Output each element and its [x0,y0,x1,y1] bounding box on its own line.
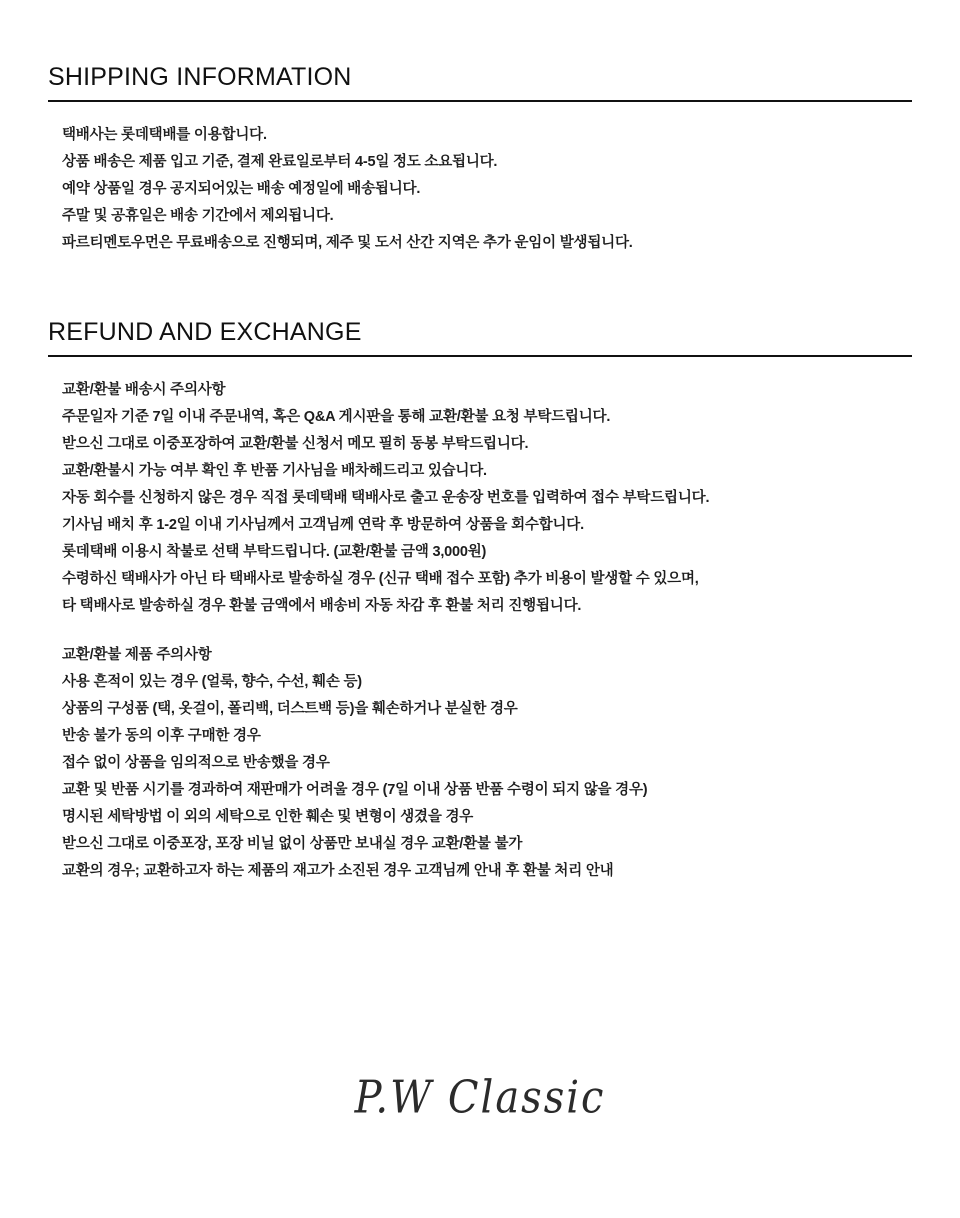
shipping-line: 택배사는 롯데택배를 이용합니다. [62,127,267,143]
refund-exchange-section [0,257,960,885]
refund-note-line: 주문일자 기준 7일 이내 주문내역, 혹은 Q&A 게시판을 통해 교환/환불 요청 부탁드립니다. [62,409,611,425]
shipping-line: 주말 및 공휴일은 배송 기간에서 제외됩니다. [62,208,334,224]
product-note-line: 교환/환불 제품 주의사항 [62,647,212,663]
product-note-line: 접수 없이 상품을 임의적으로 반송했을 경우 [62,755,330,771]
refund-exchange-title: REFUND AND EXCHANGE [48,318,362,346]
refund-title-divider [48,355,912,357]
shipping-information-body [62,122,960,257]
product-note-line: 받으신 그대로 이중포장, 포장 비닐 없이 상품만 보내실 경우 교환/환불 불가 [62,836,523,852]
product-note-line: 교환 및 반품 시기를 경과하여 재판매가 어려울 경우 (7일 이내 상품 반품 수령이 되지 않을 경우) [62,782,648,798]
refund-note-line: 받으신 그대로 이중포장하여 교환/환불 신청서 메모 필히 동봉 부탁드립니다. [62,436,529,452]
product-note-line: 상품의 구성품 (택, 옷걸이, 폴리백, 더스트백 등)을 훼손하거나 분실한 경우 [62,701,518,717]
product-note-line: 교환의 경우; 교환하고자 하는 제품의 재고가 소진된 경우 고객님께 안내 후 환불 처리 안내 [62,863,614,879]
refund-note-line: 기사님 배치 후 1-2일 이내 기사님께서 고객님께 연락 후 방문하여 상품을 회수합니다. [62,517,584,533]
brand-logo: P.W Classic [354,1072,606,1124]
refund-shipping-notes [62,377,960,885]
shipping-line: 상품 배송은 제품 입고 기준, 결제 완료일로부터 4-5일 정도 소요됩니다. [62,154,498,170]
refund-note-line: 롯데택배 이용시 착불로 선택 부탁드립니다. (교환/환불 금액 3,000원) [62,544,487,560]
refund-note-line: 자동 회수를 신청하지 않은 경우 직접 롯데택배 택배사로 출고 운송장 번호를 입력하여 접수 부탁드립니다. [62,490,710,506]
shipping-line: 파르티멘토우먼은 무료배송으로 진행되며, 제주 및 도서 산간 지역은 추가 운임이 발생됩니다. [62,235,633,251]
shipping-line: 예약 상품일 경우 공지되어있는 배송 예정일에 배송됩니다. [62,181,421,197]
product-note-line: 사용 흔적이 있는 경우 (얼룩, 향수, 수선, 훼손 등) [62,674,362,690]
refund-note-line: 수령하신 택배사가 아닌 타 택배사로 발송하실 경우 (신규 택배 접수 포함) 추가 비용이 발생할 수 있으며, [62,571,699,587]
refund-note-line: 교환/환불 배송시 주의사항 [62,382,226,398]
shipping-information-title: SHIPPING INFORMATION [48,63,352,91]
product-note-line: 반송 불가 동의 이후 구매한 경우 [62,728,261,744]
footer [0,1072,960,1191]
product-note-line: 명시된 세탁방법 이 외의 세탁으로 인한 훼손 및 변형이 생겼을 경우 [62,809,474,825]
refund-note-line: 타 택배사로 발송하실 경우 환불 금액에서 배송비 자동 차감 후 환불 처리 진행됩니다. [62,598,582,614]
paragraph-spacer [62,620,960,642]
shipping-information-section [0,0,960,257]
shipping-title-divider [48,100,912,102]
refund-note-line: 교환/환불시 가능 여부 확인 후 반품 기사님을 배차해드리고 있습니다. [62,463,487,479]
